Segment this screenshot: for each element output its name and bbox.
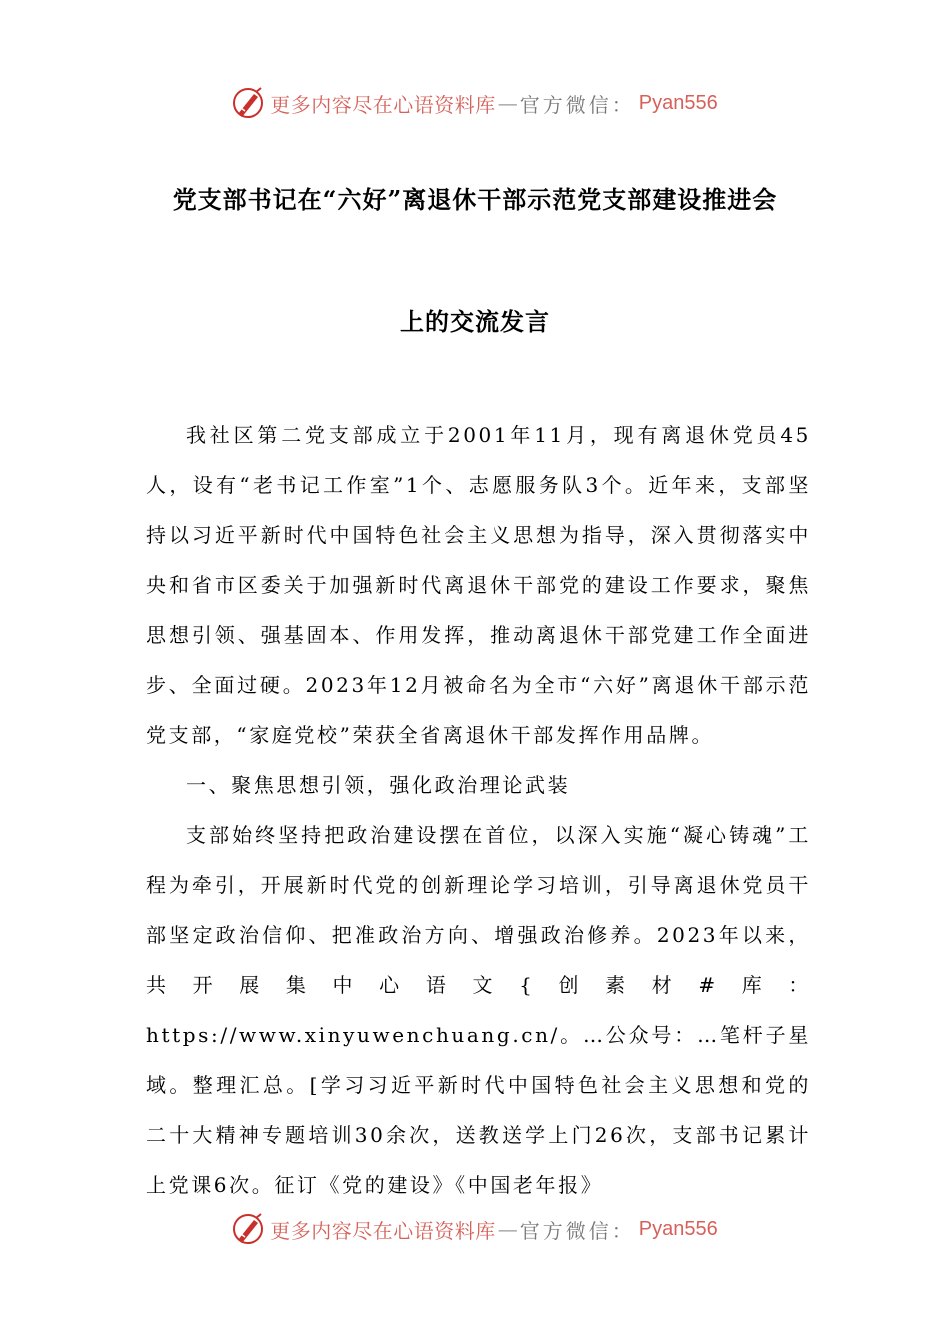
banner-official-label: 官方微信： <box>519 92 635 117</box>
document-body <box>146 410 811 1210</box>
header-banner <box>0 83 950 123</box>
pen-logo-icon <box>232 86 266 120</box>
pen-logo-icon <box>232 1212 266 1246</box>
banner-official-label: 官方微信： <box>519 1218 635 1243</box>
footer-banner <box>0 1209 950 1249</box>
document-title-line-1: 党支部书记在“六好”离退休干部示范党支部建设推进会 <box>172 185 778 214</box>
banner-wechat-id: Pyan556 <box>638 91 718 114</box>
banner-dash: — <box>497 91 518 115</box>
document-title-line-2: 上的交流发言 <box>400 307 550 336</box>
section-heading: 一、聚焦思想引领，强化政治理论武装 <box>186 773 571 797</box>
banner-dash: — <box>497 1217 518 1241</box>
body-paragraph: 支部始终坚持把政治建设摆在首位，以深入实施“凝心铸魂”工程为牵引，开展新时代党的创新理论学习培训，引导离退休党员干部坚定政治信仰、把准政治方向、增强政治修养。2023年以来，共开展集中心语文{创素材#库：https://www.xinyuwenchuang.cn/。…公众号：…笔杆子星域。整理汇总。[学习习近平新时代中国特色社会主义思想和党的二十大精神专题培训30余次，送教送学上门26次，支部书记累计上党课6次。征订《党的建设》《中国老年报》 <box>146 823 811 1197</box>
banner-brand-text: 更多内容尽在心语资料库 <box>270 1218 496 1243</box>
body-paragraph: 我社区第二党支部成立于2001年11月，现有离退休党员45人，设有“老书记工作室”1个、志愿服务队3个。近年来，支部坚持以习近平新时代中国特色社会主义思想为指导，深入贯彻落实中央和省市区委关于加强新时代离退休干部党的建设工作要求，聚焦思想引领、强基固本、作用发挥，推动离退休干部党建工作全面进步、全面过硬。2023年12月被命名为全市“六好”离退休干部示范党支部，“家庭党校”荣获全省离退休干部发挥作用品牌。 <box>146 423 811 747</box>
banner-brand-text: 更多内容尽在心语资料库 <box>270 92 496 117</box>
banner-wechat-id: Pyan556 <box>638 1217 718 1240</box>
